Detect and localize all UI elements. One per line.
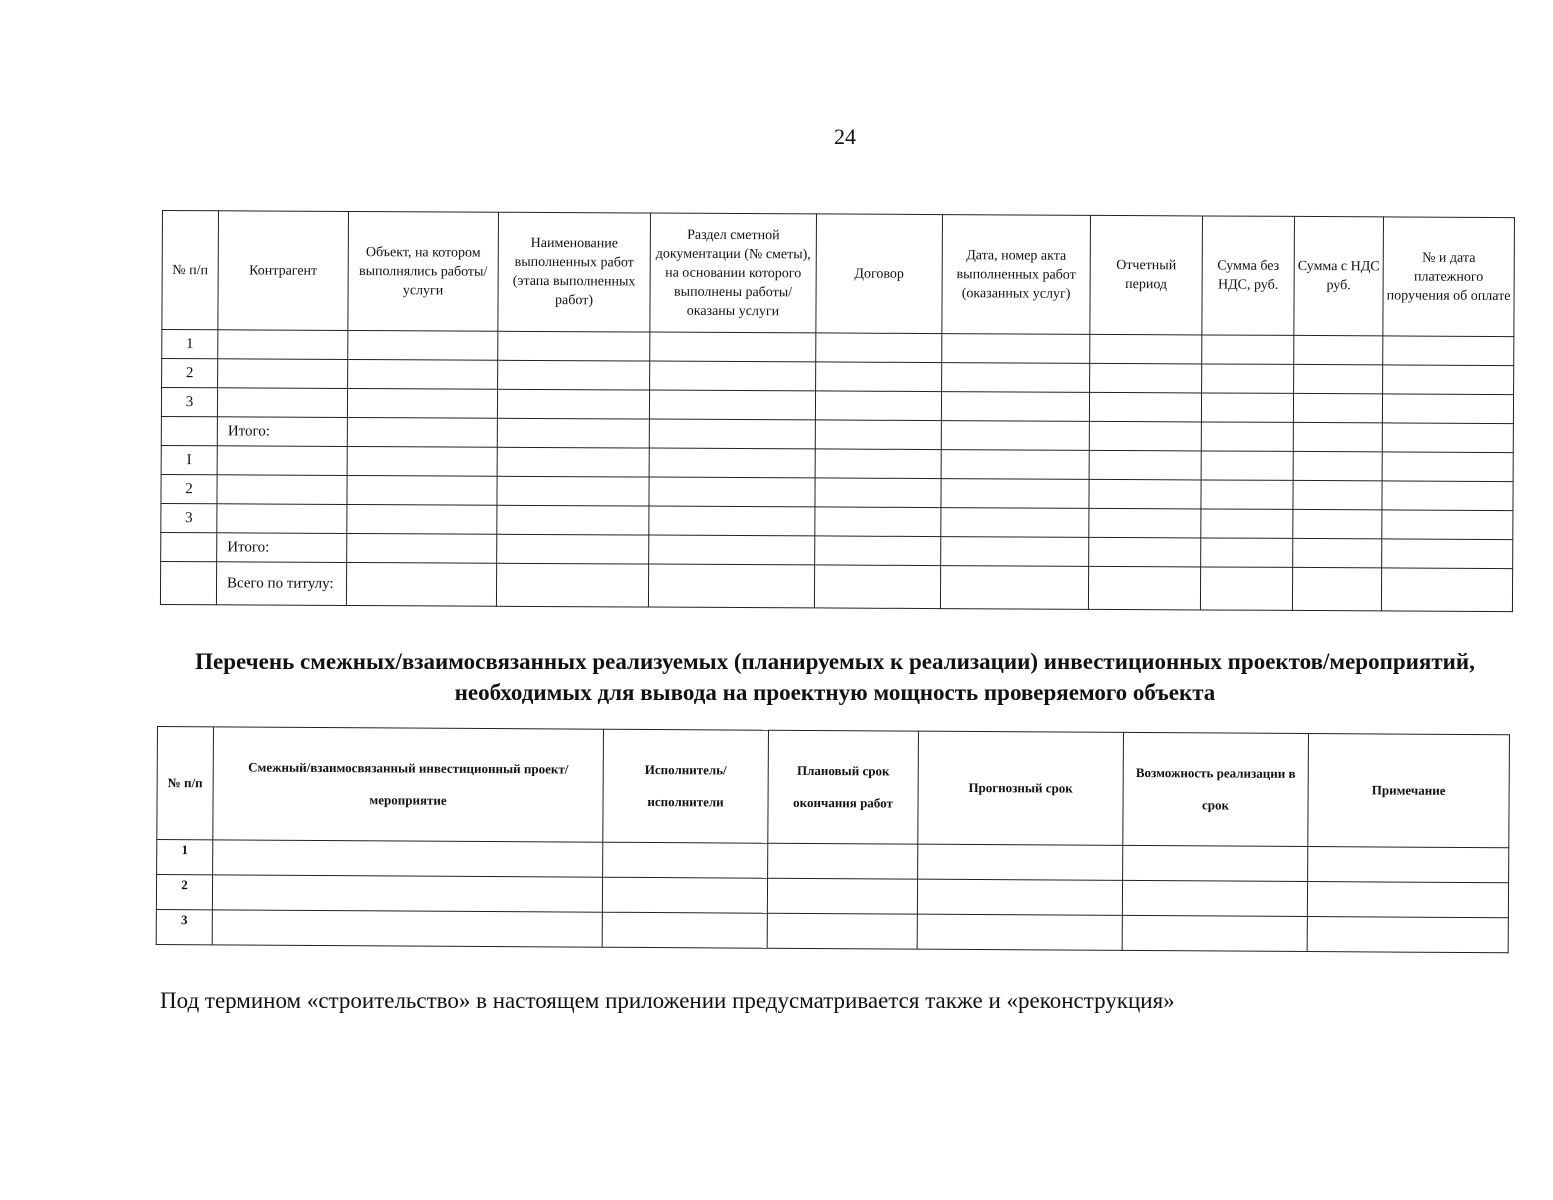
row-num xyxy=(161,532,217,561)
row-num: 3 xyxy=(161,503,217,532)
subtotal-label: Итого: xyxy=(217,533,347,563)
row-num: 2 xyxy=(161,474,217,503)
header-work-name: Наименование выполненных работ (этапа выполненных работ) xyxy=(498,212,651,332)
header-note: Примечание xyxy=(1308,734,1510,848)
row-num: 3 xyxy=(161,388,217,417)
related-projects-table xyxy=(156,726,1510,953)
header-executor: Исполнитель/ исполнители xyxy=(603,729,769,843)
row-num: 2 xyxy=(162,359,218,388)
row-num: 3 xyxy=(156,909,212,944)
row-num xyxy=(161,416,217,445)
header-contractor: Контрагент xyxy=(218,211,349,331)
header-sum-vat: Сумма с НДС руб. xyxy=(1294,216,1384,335)
header-project: Смежный/взаимосвязанный инвестиционный проект/мероприятие xyxy=(213,727,604,842)
row-label xyxy=(217,446,347,476)
row-label xyxy=(218,359,348,389)
table-row xyxy=(156,909,1508,952)
header-payment-order: № и дата платежного поручения об оплате xyxy=(1383,217,1515,337)
header-num: № п/п xyxy=(162,211,219,330)
header-planned-deadline: Плановый срок окончания работ xyxy=(768,730,919,844)
row-label xyxy=(218,330,348,360)
footnote: Под термином «строительство» в настоящем приложении предусматривается также и «реконструкция» xyxy=(160,988,1175,1013)
header-object: Объект, на котором выполнялись работы/услуги xyxy=(348,211,499,331)
header-period: Отчетный период xyxy=(1090,215,1203,335)
related-table-header-row xyxy=(157,727,1510,848)
section2-title: Перечень смежных/взаимосвязанных реализуемых (планируемых к реализации) инвестиционных проектов/мероприятий, необходимых для вывода на проектную мощность проверяемого объекта xyxy=(195,649,1475,705)
row-label xyxy=(217,475,347,505)
grand-total-row xyxy=(160,561,1512,611)
row-num: I xyxy=(161,445,217,474)
works-table-header-row xyxy=(162,211,1515,337)
page-number: 24 xyxy=(834,124,856,149)
header-num: № п/п xyxy=(157,727,214,840)
header-forecast-deadline: Прогнозный срок xyxy=(918,731,1124,845)
row-num: 1 xyxy=(157,840,213,875)
row-num xyxy=(160,561,216,604)
header-estimate-section: Раздел сметной документации (№ сметы), на основании которого выполнены работы/оказаны услуги xyxy=(650,213,817,333)
grand-total-label: Всего по титулу: xyxy=(216,562,346,606)
works-table xyxy=(160,210,1515,612)
header-sum-no-vat: Сумма без НДС, руб. xyxy=(1202,216,1295,335)
subtotal-label: Итого: xyxy=(217,417,347,447)
header-contract: Договор xyxy=(816,214,943,334)
header-feasibility: Возможность реализации в срок xyxy=(1123,732,1309,846)
header-act-date: Дата, номер акта выполненных работ (оказанных услуг) xyxy=(942,215,1091,335)
row-num: 2 xyxy=(156,875,212,910)
row-label xyxy=(217,504,347,534)
row-label xyxy=(217,388,347,418)
row-num: 1 xyxy=(162,330,218,359)
